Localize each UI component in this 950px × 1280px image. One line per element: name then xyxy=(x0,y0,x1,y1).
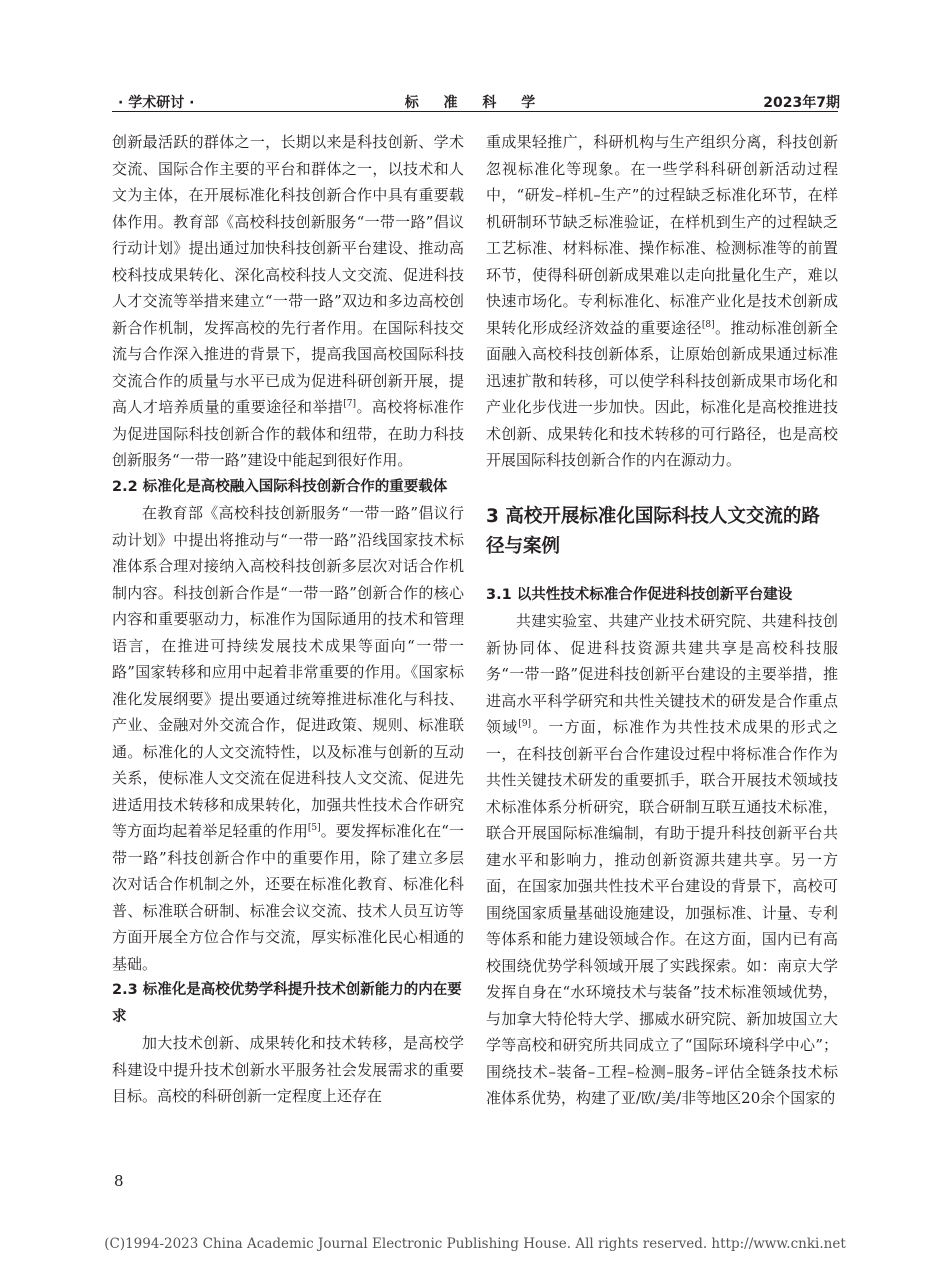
section-heading-3: 3 高校开展标准化国际科技人文交流的路径与案例 xyxy=(486,505,820,557)
running-header-journal-title: 标 准 科 学 xyxy=(404,95,546,111)
paragraph xyxy=(112,500,464,977)
paragraph-continued xyxy=(112,129,464,474)
paragraph-text: 。高校将标准作为促进国际科技创新合作的载体和纽带，在助力科技创新服务“一带一路”建设中能起到很好作用。 xyxy=(112,398,464,469)
paragraph-text: 共建实验室、共建产业技术研究院、共建科技创新协同体、促进科技资源共建共享是高校科技服务“一带一路”促进科技创新平台建设的主要举措，推进高水平科学研究和共性关键技术的研发是合作重点领域 xyxy=(486,612,838,736)
page-number: 8 xyxy=(114,1172,124,1190)
citation-ref: [9] xyxy=(518,719,532,729)
paragraph-text: 重成果轻推广，科研机构与生产组织分离，科技创新忽视标准化等现象。在一些学科科研创新活动过程中，“研发–样机–生产”的过程缺乏标准化环节，在样机研制环节缺乏标准验证，在样机到生产的过程缺乏工艺标准、材料标准、操作标准、检测标准等的前置环节，使得科研创新成果难以走向批量化生产，难以快速市场化。专利标准化、标准产业化是技术创新成果转化形成经济效益的重要途径 xyxy=(486,133,838,337)
citation-ref: [8] xyxy=(701,319,715,330)
header-rule xyxy=(112,111,838,112)
subsection-heading-3-1: 3.1 以共性技术标准合作促进科技创新平台建设 xyxy=(486,586,793,603)
paragraph-text: 。要发挥标准化在“一带一路”科技创新合作中的重要作用，除了建立多层次对话合作机制之外，还要在标准化教育、标准化科普、标准联合研制、标准会议交流、技术人员互访等方面开展全方位合作与交流，厚实标准化民心相通的基础。 xyxy=(112,822,464,973)
subsection-heading-2-2: 2.2 标准化是高校融入国际科技创新合作的重要载体 xyxy=(112,478,448,495)
left-column xyxy=(112,129,464,1110)
citation-ref: [5] xyxy=(307,823,321,833)
paragraph-continued xyxy=(486,129,838,474)
right-column xyxy=(486,129,838,1112)
paragraph-text: 。推动标准创新全面融入高校科技创新体系，让原始创新成果通过标准迅速扩散和转移，可以使学科科技创新成果市场化和产业化步伐进一步加快。因此，标准化是高校推进技术创新、成果转化和技术转移的可行路径，也是高校开展国际科技创新合作的内在源动力。 xyxy=(486,318,838,469)
paragraph-text: 在教育部《高校科技创新服务“一带一路”倡议行动计划》中提出将推动与“一带一路”沿线国家技术标准体系合理对接纳入高校科技创新多层次对话合作机制内容。科技创新合作是“一带一路”创新合作的核心内容和重要驱动力，标准作为国际通用的技术和管理语言，在推进可持续发展技术成果等面向“一带一路”国家转移和应用中起着非常重要的作用。《国家标准化发展纲要》提出要通过统筹推进标准化与科技、产业、金融对外交流合作，促进政策、规则、标准联通。标准化的人文交流特性，以及标准与创新的互动关系，使标准人文交流在促进科技人文交流、促进先进适用技术转移和成果转化，加强共性技术合作研究等方面均起着举足轻重的作用 xyxy=(112,504,464,840)
citation-ref: [7] xyxy=(343,399,357,409)
paragraph xyxy=(486,608,838,1112)
running-header-section: · 学术研讨 · xyxy=(118,95,195,111)
copyright-footer: (C)1994-2023 China Academic Journal Electronic Publishing House. All rights reserved. http://www.cnki.net xyxy=(104,1236,846,1252)
subsection-heading-2-3: 2.3 标准化是高校优势学科提升技术创新能力的内在要求 xyxy=(112,982,462,1025)
paragraph-text: 。一方面，标准作为共性技术成果的形式之一，在科技创新平台合作建设过程中将标准合作作为共性关键技术研发的重要抓手，联合开展技术领域技术标准体系分析研究，联合研制互联互通技术标准，联合开展国际标准编制，有助于提升科技创新平台共建水平和影响力，推动创新资源共建共享。另一方面，在国家加强共性技术平台建设的背景下，高校可围绕国家质量基础设施建设，加强标准、计量、专利等体系和能力建设领域合作。在这方面，国内已有高校围绕优势学科领域开展了实践探索。如：南京大学发挥自身在“水环境技术与装备”技术标准领域优势，与加拿大特伦特大学、挪威水研究院、新加坡国立大学等高校和研究所共同成立了“国际环境科学中心”；围绕技术–装备–工程–检测–服务–评估全链条技术标准体系优势，构建了亚/欧/美/非等地区20余个国家的 xyxy=(486,718,838,1107)
running-header-issue: 2023年7期 xyxy=(763,95,840,111)
paragraph-text: 创新最活跃的群体之一，长期以来是科技创新、学术交流、国际合作主要的平台和群体之一，以技术和人文为主体，在开展标准化科技创新合作中具有重要载体作用。教育部《高校科技创新服务“一带一路”倡议行动计划》提出通过加快科技创新平台建设、推动高校科技成果转化、深化高校科技人文交流、促进科技人才交流等举措来建立“一带一路”双边和多边高校创新合作机制，发挥高校的先行者作用。在国际科技交流与合作深入推进的背景下，提高我国高校国际科技交流合作的质量与水平已成为促进科研创新开展，提高人才培养质量的重要途径和举措 xyxy=(112,133,464,416)
paragraph: 加大技术创新、成果转化和技术转移，是高校学科建设中提升技术创新水平服务社会发展需求的重要目标。高校的科研创新一定程度上还存在 xyxy=(112,1034,464,1105)
